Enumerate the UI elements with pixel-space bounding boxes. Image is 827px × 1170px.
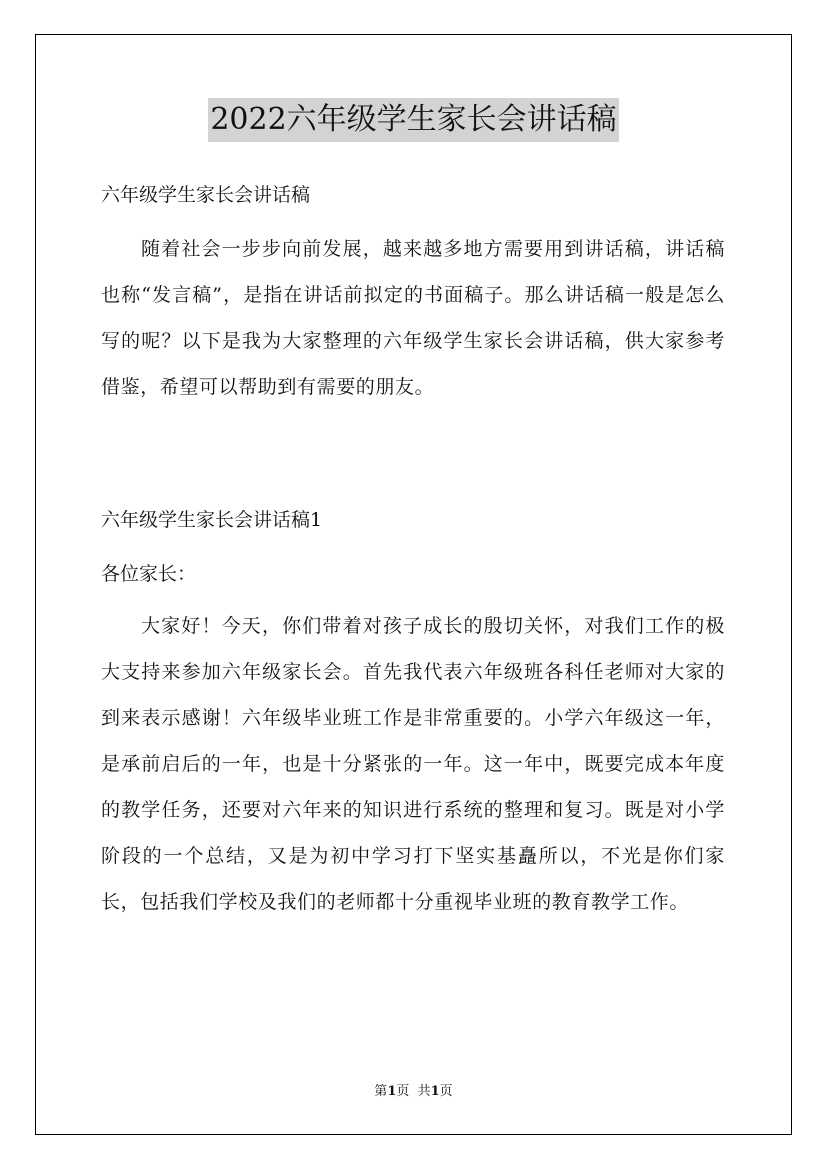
title-container	[0, 98, 827, 142]
document-title: 2022六年级学生家长会讲话稿	[208, 98, 618, 142]
intro-paragraph: 随着社会一步步向前发展，越来越多地方需要用到讲话稿，讲话稿也称“发言稿”，是指在讲话前拟定的书面稿子。那么讲话稿一般是怎么写的呢？以下是我为大家整理的六年级学生家长会讲话稿，供大家参考借鉴，希望可以帮助到有需要的朋友。	[101, 238, 725, 398]
footer-page-suffix: 页	[439, 1084, 453, 1099]
footer-page-mid: 页 共	[396, 1084, 431, 1099]
footer-page-current: 1	[387, 1084, 397, 1099]
page-footer	[0, 1083, 827, 1101]
salutation: 各位家长：	[101, 563, 197, 585]
footer-page-total: 1	[430, 1084, 440, 1099]
section-heading: 六年级学生家长会讲话稿1	[101, 509, 323, 531]
document-subtitle: 六年级学生家长会讲话稿	[101, 184, 311, 206]
body-paragraph: 大家好！今天，你们带着对孩子成长的殷切关怀，对我们工作的极大支持来参加六年级家长会。首先我代表六年级班各科任老师对大家的到来表示感谢！六年级毕业班工作是非常重要的。小学六年级这一年，是承前启后的一年，也是十分紧张的一年。这一年中，既要完成本年度的教学任务，还要对六年来的知识进行系统的整理和复习。既是对小学阶段的一个总结，又是为初中学习打下坚实基矗所以，不光是你们家长，包括我们学校及我们的老师都十分重视毕业班的教育教学工作。	[101, 615, 725, 913]
footer-page-prefix: 第	[374, 1084, 388, 1099]
